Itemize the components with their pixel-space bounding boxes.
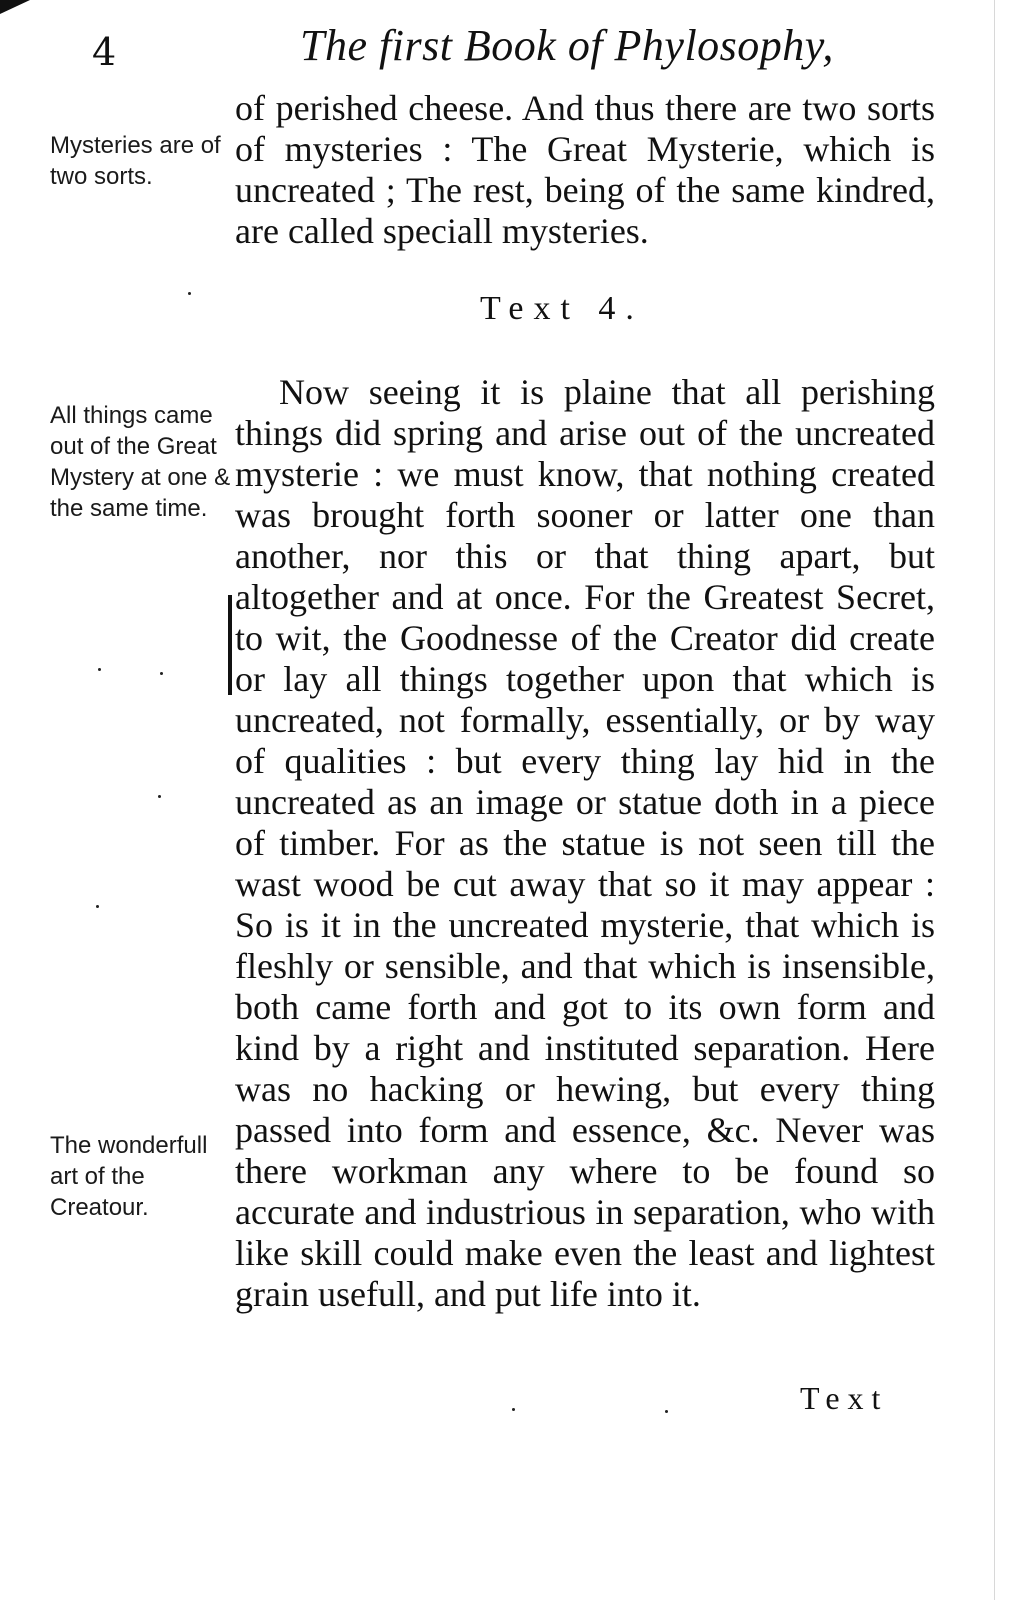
- ink-speck: [665, 1410, 668, 1413]
- ink-speck: [188, 292, 191, 295]
- paragraph-intro: of perished cheese. And thus there are two sorts of mysteries : The Great Mysterie, which is uncreated ; The rest, being of the same kindred, are called speciall mysteries.: [235, 88, 935, 251]
- ink-speck: [512, 1408, 515, 1411]
- margin-bracket-bar: [228, 595, 232, 695]
- margin-note-mysteries: Mysteries are of two sorts.: [50, 132, 221, 190]
- margin-note-all-things: All things came out of the Great Mystery at one & the same time.: [50, 402, 231, 522]
- page-number: 4: [92, 30, 117, 74]
- ink-speck: [158, 795, 161, 798]
- section-heading: Text 4.: [480, 290, 644, 327]
- catchword: Text: [800, 1380, 889, 1416]
- margin-note-creatour: The wonderfull art of the Creatour.: [50, 1132, 208, 1221]
- paragraph-main: Now seeing it is plaine that all perishing things did spring and arise out of the uncreated mysterie : we must know, that nothing created was brought forth sooner or latter one than another, nor this or that thing apart, but altogether and at once. For the Greatest Secret, to wit, the Goodnesse of the Creator did create or lay all things together upon that which is uncreated, not formally, essentially, or by way of qualities : but every thing lay hid in the uncreated as an image or statue doth in a piece of timber. For as the statue is not seen till the wast wood be cut away that so it may appear : So is it in the uncreated mysterie, that which is fleshly or sensible, and that which is insensible, both came forth and got to its own form and kind by a right and instituted separation. Here was no hacking or hewing, but every thing passed into form and essence, &c. Never was there workman any where to be found so accurate and industrious in separation, who with like skill could make even the least and lightest grain usefull, and put life into it.: [235, 372, 935, 1314]
- running-head: The first Book of Phylosophy,: [300, 21, 834, 70]
- page-edge-rule: [994, 0, 995, 1600]
- corner-mark: [0, 0, 30, 14]
- ink-speck: [160, 672, 163, 675]
- ink-speck: [96, 905, 99, 908]
- ink-speck: [98, 668, 101, 671]
